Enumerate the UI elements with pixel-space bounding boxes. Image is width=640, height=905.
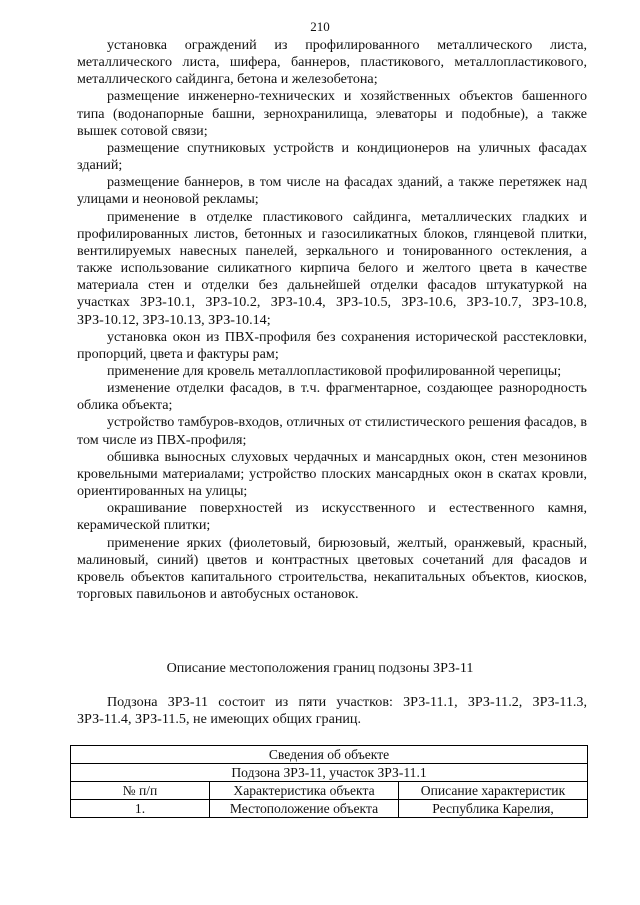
column-header-description: Описание характеристик bbox=[399, 782, 588, 800]
paragraph: установка ограждений из профилированного металлического листа, металлического листа, шифера, баннеров, пластикового, металлопластикового, металлического сайдинга, бетона и железобетона; bbox=[77, 37, 587, 88]
paragraph: размещение инженерно-технических и хозяйственных объектов башенного типа (водонапорные башни, зернохранилища, элеваторы и подобные), а также вышек сотовой связи; bbox=[77, 88, 587, 139]
paragraph: размещение спутниковых устройств и кондиционеров на уличных фасадах зданий; bbox=[77, 139, 587, 174]
page-number: 210 bbox=[310, 19, 330, 34]
paragraph: окрашивание поверхностей из искусственного и естественного камня, керамической плитки; bbox=[77, 500, 587, 534]
paragraph: применение для кровель металлопластиковой профилированной черепицы; bbox=[107, 362, 562, 379]
table-row bbox=[71, 800, 588, 818]
table-header-row bbox=[71, 782, 588, 800]
table-subtitle-row bbox=[71, 764, 588, 782]
paragraph: размещение баннеров, в том числе на фасадах зданий, а также перетяжек над улицами и неоновой рекламы; bbox=[77, 174, 587, 208]
restrictions-list bbox=[77, 37, 587, 603]
paragraph: установка окон из ПВХ-профиля без сохранения исторической расстекловки, пропорций, цвета и фактуры рам; bbox=[77, 328, 587, 362]
table-cell: Местоположение объекта bbox=[210, 800, 399, 818]
column-header-number: № п/п bbox=[71, 782, 210, 800]
object-info-table bbox=[70, 745, 588, 818]
paragraph: применение ярких (фиолетовый, бирюзовый, желтый, оранжевый, красный, малиновый, синий) цветов и контрастных цветовых сочетаний для фасадов и кровель объектов капитального строительства, некапитальных объектов, киосков, торговых павильонов и автобусных остановок. bbox=[77, 534, 587, 602]
section-heading: Описание местоположения границ подзоны ЗРЗ-11 bbox=[166, 660, 474, 676]
table-subtitle: Подзона ЗРЗ-11, участок ЗРЗ-11.1 bbox=[71, 764, 588, 782]
intro-paragraph: Подзона ЗРЗ-11 состоит из пяти участков: ЗРЗ-11.1, ЗРЗ-11.2, ЗРЗ-11.3, ЗРЗ-11.4, ЗРЗ-11.5, не имеющих общих границ. bbox=[77, 694, 587, 728]
paragraph: применение в отделке пластикового сайдинга, металлических гладких и профилированных листов, бетонных и газосиликатных блоков, глянцевой плитки, вентилируемых навесных панелей, зеркального и тонированного остекления, а также использование силикатного кирпича белого и желтого цвета в качестве материала стен и отделки без дальнейшей отделки фасадов штукатуркой на участках ЗРЗ-10.1, ЗРЗ-10.2, ЗРЗ-10.4, ЗРЗ-10.5, ЗРЗ-10.6, ЗРЗ-10.7, ЗРЗ-10.8, ЗРЗ-10.12, ЗРЗ-10.13, ЗРЗ-10.14; bbox=[77, 208, 587, 328]
paragraph: устройство тамбуров-входов, отличных от стилистического решения фасадов, в том числе из ПВХ-профиля; bbox=[77, 414, 587, 448]
table-title: Сведения об объекте bbox=[71, 746, 588, 764]
table-cell: Республика Карелия, bbox=[399, 800, 588, 818]
paragraph: обшивка выносных слуховых чердачных и мансардных окон, стен мезонинов кровельными материалами; устройство плоских мансардных окон в скатах кровли, ориентированных на улицы; bbox=[77, 448, 587, 500]
table-cell: 1. bbox=[71, 800, 210, 818]
column-header-characteristic: Характеристика объекта bbox=[210, 782, 399, 800]
table-title-row bbox=[71, 746, 588, 764]
paragraph: изменение отделки фасадов, в т.ч. фрагментарное, создающее разнородность облика объекта; bbox=[77, 380, 587, 414]
